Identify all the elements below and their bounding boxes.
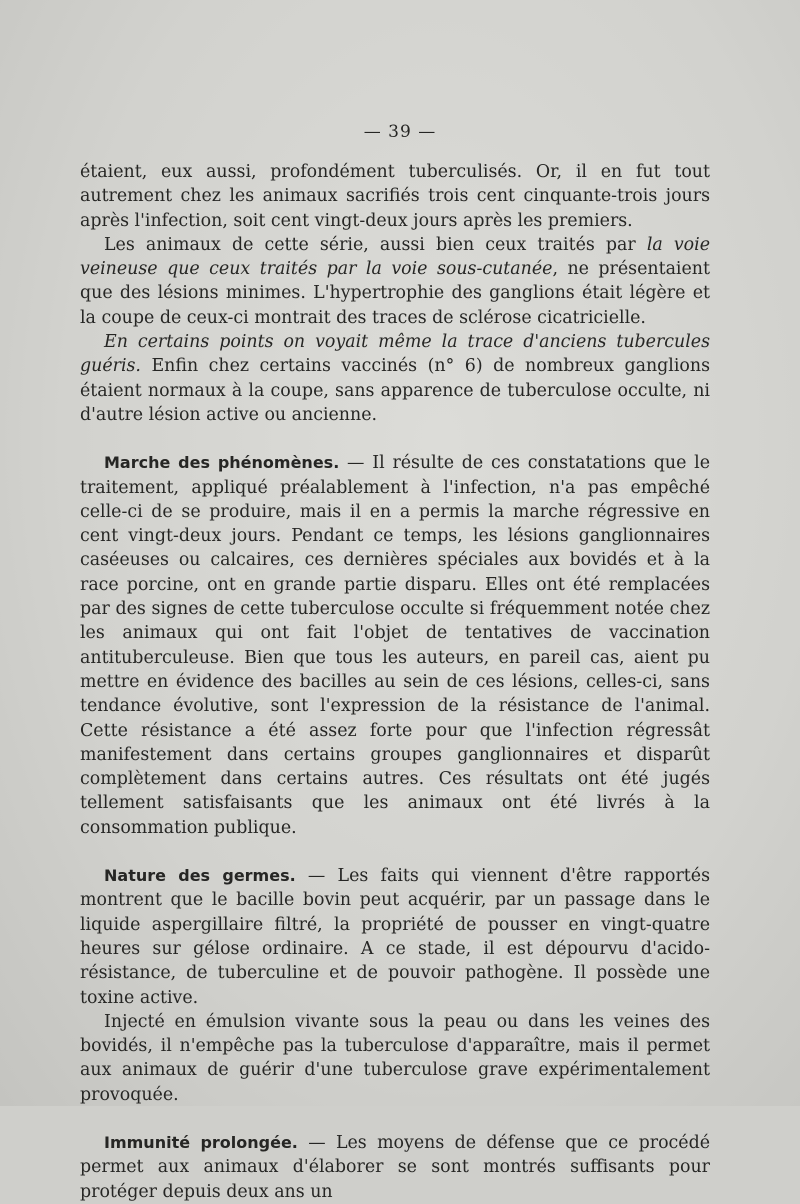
paragraph-1: étaient, eux aussi, profondément tuberculisés. Or, il en fut tout autrement chez les animaux sacrifiés trois cent cinquante-trois jours après l'infection, soit cent vingt-deux jours après les premiers. [80, 162, 710, 231]
page-number: — 39 — [363, 122, 437, 142]
paragraph-3-text: Enfin chez certains vaccinés (n° 6) de nombreux ganglions étaient normaux à la coupe, sans apparence de tuberculose occulte, ni d'autre lésion active ou ancienne. [80, 356, 710, 425]
section-nature-heading: Nature des germes. [104, 866, 296, 886]
section-immunite-text: — Les moyens de défense que ce procédé permet aux animaux d'élaborer se sont montrés suffisants pour protéger depuis deux ans un [80, 1132, 710, 1202]
section-immunite-heading: Immunité prolongée. [104, 1132, 298, 1152]
section-nature-paragraph-2: Injecté en émulsion vivante sous la peau ou dans les veines des bovidés, il n'empêche pas la tuberculose d'apparaître, mais il permet aux animaux de guérir d'une tuberculose grave expérimentalement provoquée. [80, 1011, 710, 1105]
section-marche-heading: Marche des phénomènes. [104, 453, 340, 473]
section-immunite [80, 1131, 710, 1204]
paragraph-2 [80, 233, 710, 330]
body-text [80, 160, 710, 1204]
section-marche [80, 451, 710, 840]
paragraph-3 [80, 330, 710, 427]
section-nature-text: — Les faits qui viennent d'être rapportés montrent que le bacille bovin peut acquérir, par un passage dans le liquide aspergillaire filtré, la propriété de pousser en vingt-quatre heures sur gélose ordinaire. A ce stade, il est dépourvu d'acido-résistance, de tuberculine et de pouvoir pathogène. Il possède une toxine active. [80, 866, 710, 1008]
paragraph-2-italic: la voie veineuse que ceux traités par la voie sous-cutanée [80, 234, 711, 280]
section-nature [80, 864, 710, 1010]
paragraph-2-text-b: , ne présentaient que des lésions minimes. L'hypertrophie des ganglions était légère et la coupe de ceux-ci montrait des traces de sclérose cicatricielle. [80, 259, 710, 328]
paragraph-2-text-a: Les animaux de cette série, aussi bien ceux traités par [104, 234, 647, 255]
paragraph-3-italic: En certains points on voyait même la trace d'anciens tubercules guéris. [80, 332, 710, 377]
section-marche-text: — Il résulte de ces constatations que le traitement, appliqué préalablement à l'infection, n'a pas empêché celle-ci de se produire, mais il en a permis la marche régressive en cent vingt-deux jours. Pendant ce temps, les lésions ganglionnaires caséeuses ou calcaires, ces dernières spéciales aux bovidés et à la race porcine, ont en grande partie disparu. Elles ont été remplacées par des signes de cette tuberculose occulte si fréquemment notée chez les animaux qui ont fait l'objet de tentatives de vaccination antituberculeuse. Bien que tous les auteurs, en pareil cas, aient pu mettre en évidence des bacilles au sein de ces lésions, celles-ci, sans tendance évolutive, sont l'expression de la résistance de l'animal. Cette résistance a été assez forte pour que l'infection régressât manifestement dans certains groupes ganglionnaires et disparût complètement dans certains autres. Ces résultats ont été jugés tellement satisfaisants que les animaux ont été livrés à la consommation publique. [80, 453, 710, 838]
